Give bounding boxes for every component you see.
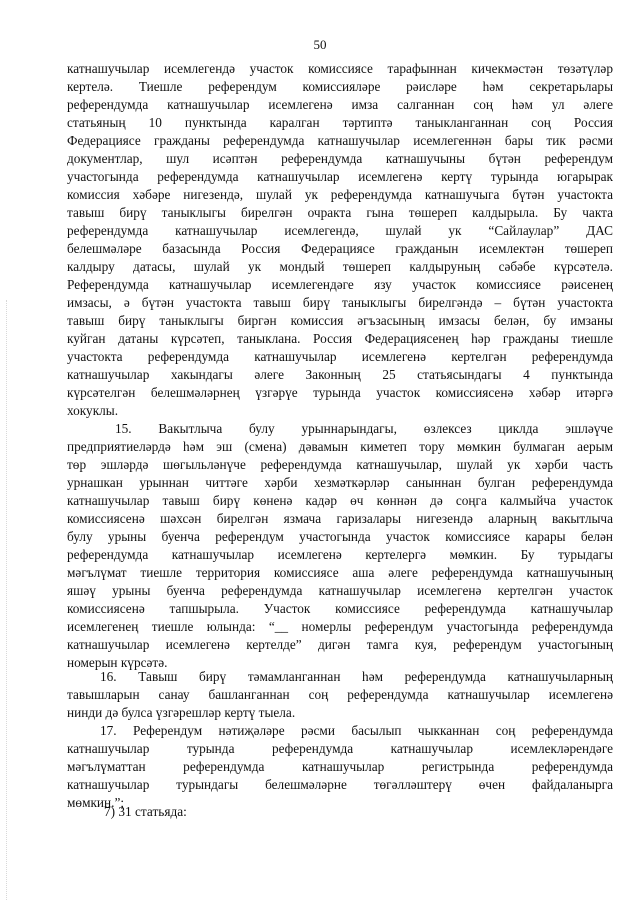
text-line: референдумда катнашучылар исемлегендә, шулай ук “Сайлаулар” ДАС bbox=[67, 223, 613, 238]
text-line: катнашучылар исемлегендә участок комиссиясе тарафыннан кичекмәстән төзәтүләр bbox=[67, 61, 613, 76]
text-line: комиссиясенә шәхсән бирелгән язмача гаризалары нигезендә аларның вакытлыча bbox=[67, 511, 613, 526]
text-line: катнашучылар турында референдумда катнашучылар исемлекләрендәге bbox=[67, 741, 613, 756]
text-line: катнашучылар исемлегенә кертелде” дигән тамга куя, референдум участогының bbox=[67, 637, 613, 652]
text-line: мәгълүматтан референдумда катнашучылар регистрында референдумда bbox=[67, 759, 613, 774]
text-line: комиссиясенә тапшырыла. Участок комиссиясе референдумда катнашучылар bbox=[67, 601, 613, 616]
text-line: тавышларын санау башланганнан соң референдумда катнашучылар исемлегенә bbox=[67, 687, 613, 702]
text-line: мөмкин.”; bbox=[67, 795, 125, 810]
text-line: нинди дә булса үзгәрешләр кертү тыела. bbox=[67, 705, 296, 720]
item-7-heading bbox=[67, 803, 613, 821]
text-line: тавыш бирү таныклыгы биргән комиссия әгъзасының имзасы белән, бу имзаны bbox=[67, 313, 613, 328]
text-line: имзасы, ә бүтән участокта тавыш бирү таныклыгы бирелгәндә – бүтән участокта bbox=[67, 295, 613, 310]
text-line: урнашкан урыннан читтәге хәрби хезмәткәрләр саныннан булган референдумда bbox=[67, 475, 613, 490]
text-line: белешмәләре базасында Россия Федерациясе гражданын исемлектән төшереп bbox=[67, 241, 613, 256]
text-line: күрсәтелгән белешмәләрнең үзгәрүе турында участок комиссиясенә хәбәр итәргә bbox=[67, 385, 613, 400]
text-line: кертелә. Тиешле референдум комиссияләре рәисләре һәм секретарьлары bbox=[67, 79, 613, 94]
text-line: булу урыны буенча референдум участогында участок комиссиясе карары белән bbox=[67, 529, 613, 544]
text-line: референдумда катнашучылар исемлегенә имза салганнан соң һәм ул әлеге bbox=[67, 97, 613, 112]
text-line: комиссия хәбәре нигезендә, шулай ук референдумда катнашучыга бүтән участокта bbox=[67, 187, 613, 202]
text-line: референдумда катнашучылар исемлегенә кертелергә мөмкин. Бу турыдагы bbox=[67, 547, 613, 562]
paragraph-16-start: 16. Тавыш бирү тәмамланганнан һәм референдумда катнашучыларның bbox=[100, 669, 613, 684]
text-line: куйган датаны күрсәтеп, таныклана. Россия Федерациясенең һәр гражданы тиешле bbox=[67, 331, 613, 346]
page-number: 50 bbox=[313, 37, 327, 52]
item-7-text: 7) 31 статьяда: bbox=[104, 804, 187, 819]
text-line: статьяның 10 пунктында каралган тәртиптә таныкланганнан соң Россия bbox=[67, 115, 613, 130]
text-line: участогында референдумда катнашучылар исемлегенә кертү турында югарырак bbox=[67, 169, 613, 184]
text-line: хокуклы. bbox=[67, 403, 119, 418]
text-line: яшәү урыны буенча референдумда катнашучылар исемлегенә кертелгән участок bbox=[67, 583, 613, 598]
paragraph-17 bbox=[67, 722, 613, 812]
text-line: катнашучылар хакындагы әлеге Законның 25 статьясындагы 4 пунктында bbox=[67, 367, 613, 382]
text-line: калдыру датасы, шулай ук мондый төшереп калдыруның сәбәбе күрсәтелә. bbox=[67, 259, 613, 274]
text-line: катнашучылар турындагы белешмәләрне төгәлләштерү өчен файдаланырга bbox=[67, 777, 613, 792]
text-line: мәгълүмат тиешле территория комиссиясе аша әлеге референдумда катнашучының bbox=[67, 565, 613, 580]
paragraph-16 bbox=[67, 668, 613, 722]
text-line: Референдумда катнашучылар исемлегендәге язу участок комиссиясе рәисенең bbox=[67, 277, 613, 292]
text-line: исемлегенең тиешле юлында: “__ номерлы референдум участогында референдумда bbox=[67, 619, 613, 634]
text-line: Федерациясе гражданы референдумда катнашучылар исемлегеннән бары тик рәсми bbox=[67, 133, 613, 148]
text-line: предприятиеләрдә һәм эш (смена) дәвамын киметеп тору мөмкин булмаган аерым bbox=[67, 439, 613, 454]
text-line: участокта референдумда катнашучылар исемлегенә кертелгән референдумда bbox=[67, 349, 613, 364]
text-line: документлар, шул исәптән референдумда катнашучыны бүтән референдум bbox=[67, 151, 613, 166]
text-line: төр эшләрдә шөгыльләнүче референдумда катнашучылар, шулай ук хәрби часть bbox=[67, 457, 613, 472]
paragraph-15-start: 15. Вакытлыча булу урыннарындагы, өзлексез циклда эшләүче bbox=[115, 421, 613, 436]
text-line: номерын күрсәтә. bbox=[67, 655, 168, 670]
text-line: катнашучылар тавыш бирү көненә кадәр өч көннән дә соңга калмыйча участок bbox=[67, 493, 613, 508]
scan-edge-marks bbox=[6, 300, 9, 900]
document-body-paragraphs bbox=[67, 60, 613, 672]
paragraph-17-start: 17. Референдум нәтиҗәләре рәсми басылып чыкканнан соң референдумда bbox=[100, 723, 613, 738]
text-line: тавыш бирү таныклыгы бирелгән очракта гына төшереп калдырыла. Бу чакта bbox=[67, 205, 613, 220]
